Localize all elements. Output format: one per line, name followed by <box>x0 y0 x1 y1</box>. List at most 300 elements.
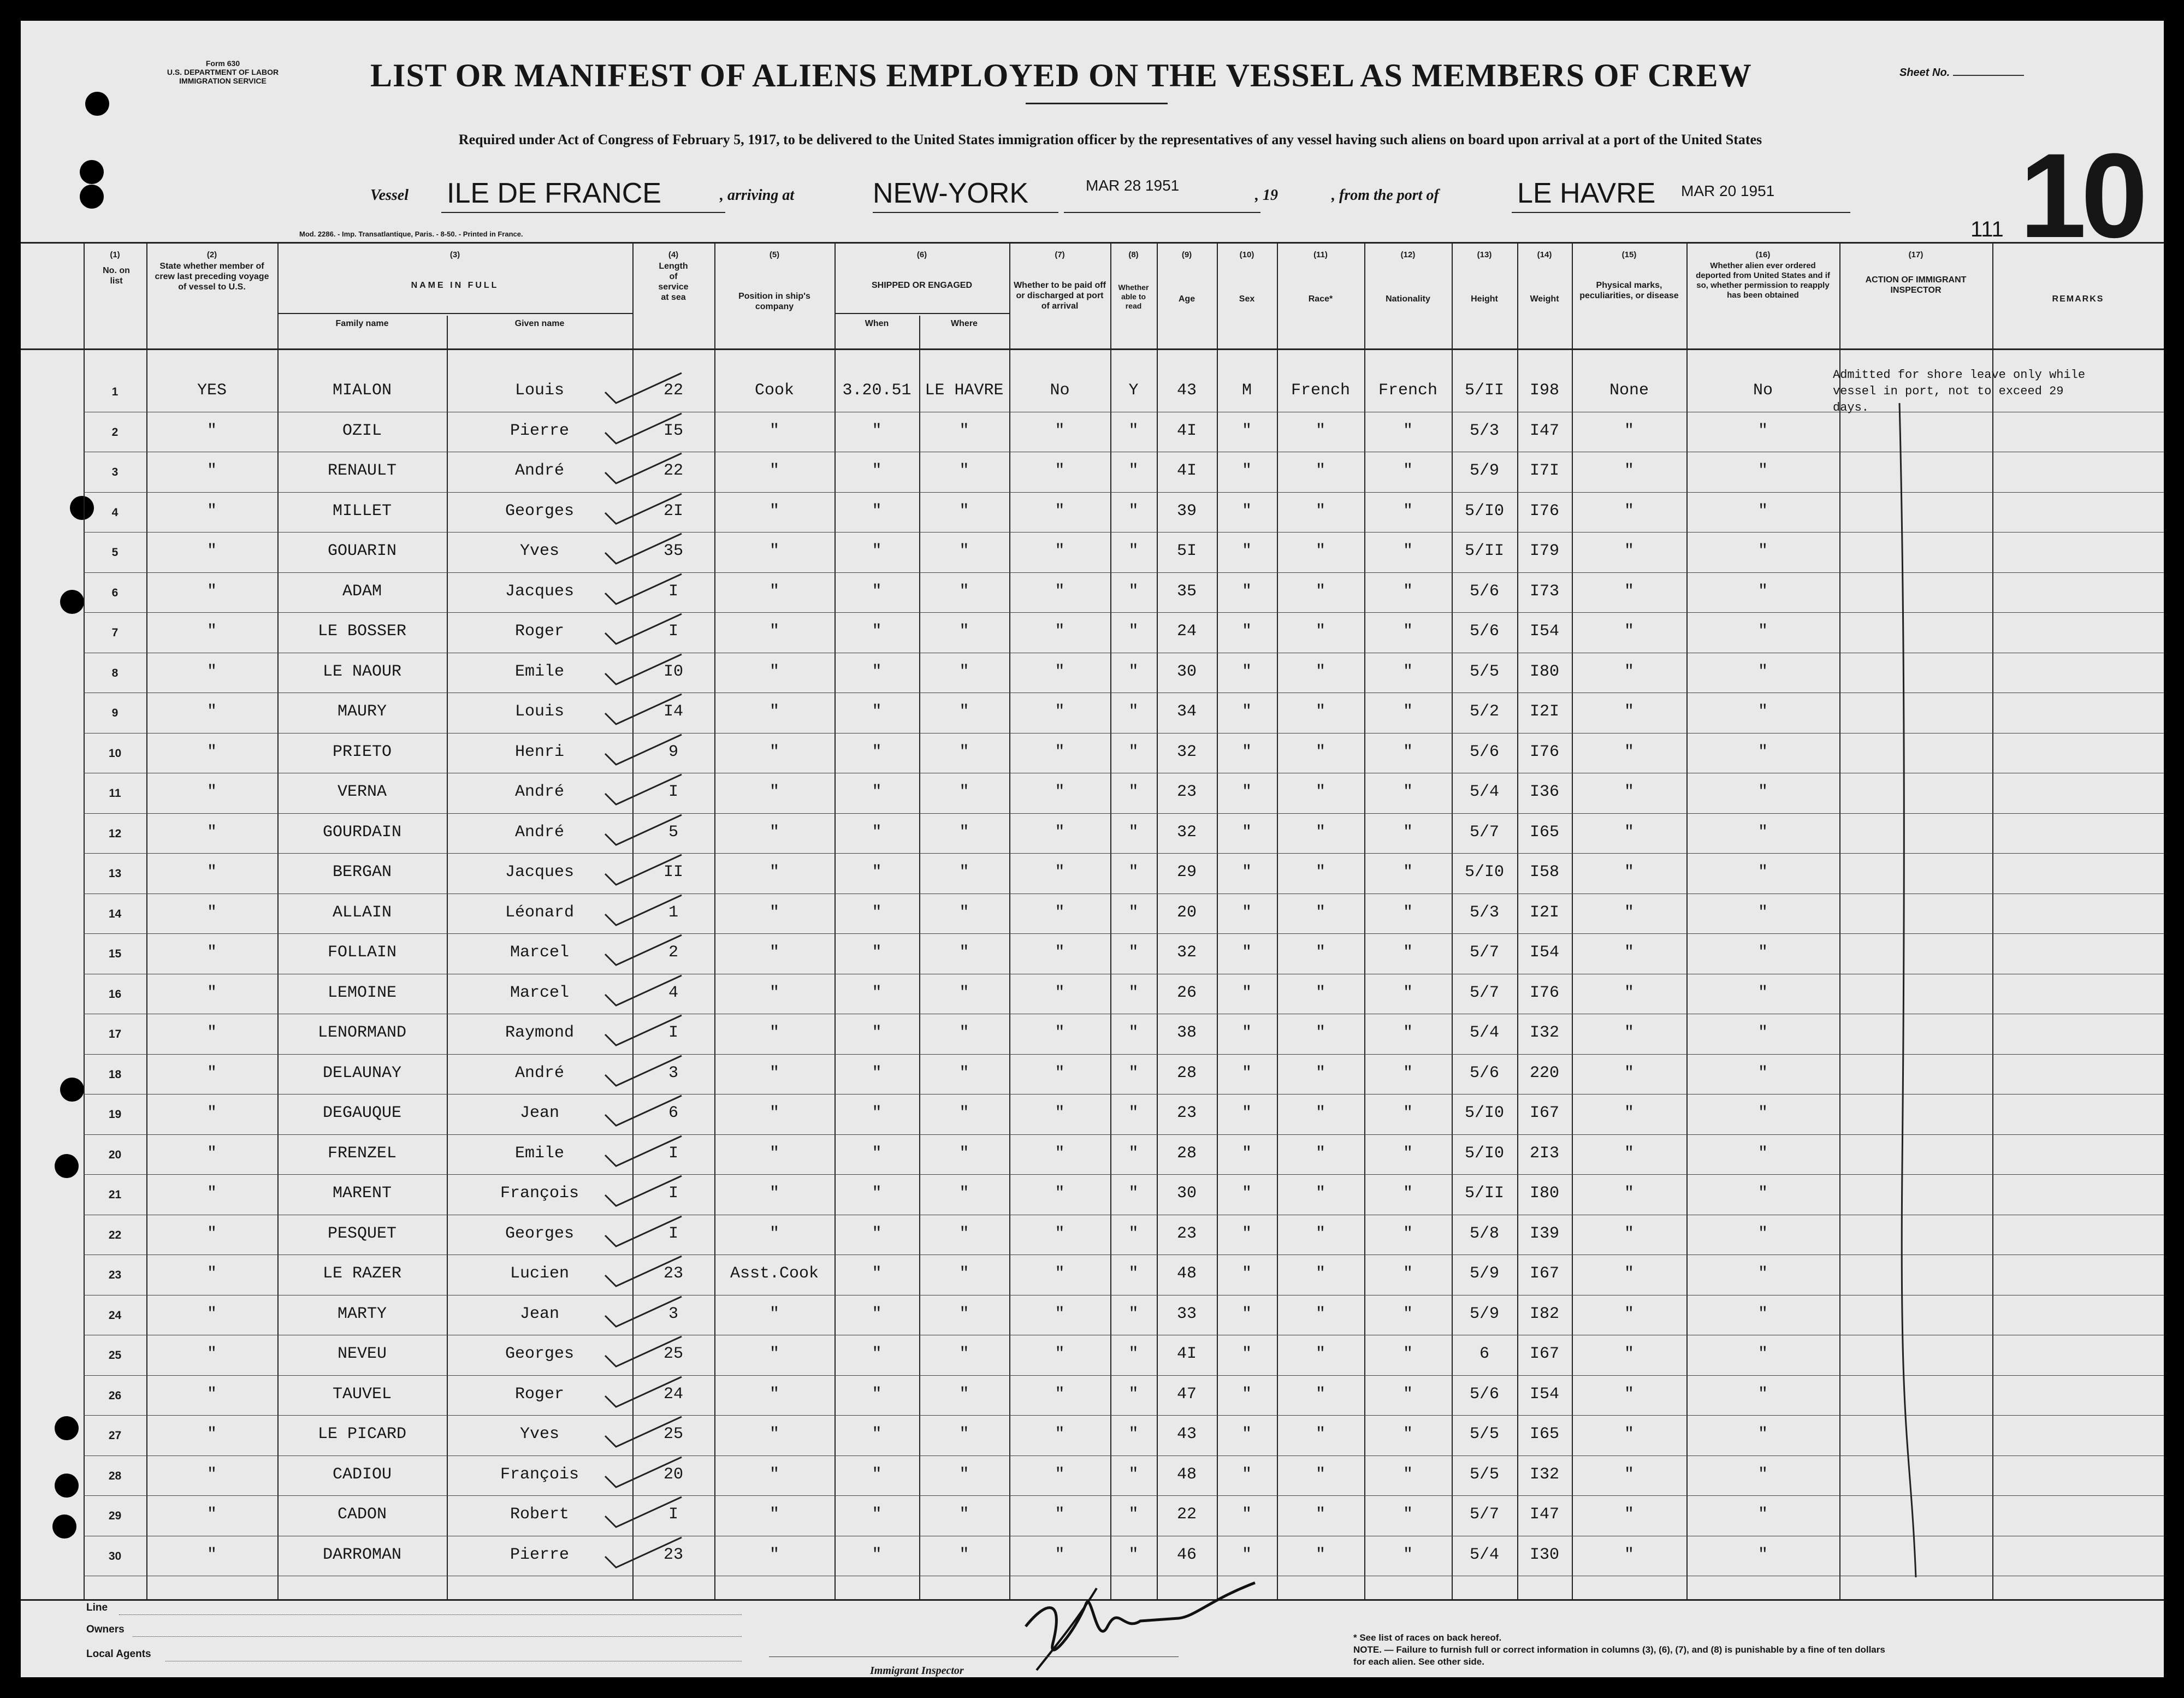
cell-read: " <box>1128 662 1139 681</box>
cell-when: " <box>872 542 882 560</box>
cell-service: I <box>668 1023 678 1042</box>
cell-family: VERNA <box>337 783 387 801</box>
col10-header: Sex <box>1239 294 1255 304</box>
cell-given: François <box>500 1184 579 1203</box>
cell-service: I <box>668 1505 678 1524</box>
check-mark <box>600 571 698 604</box>
cell-member: " <box>206 783 217 801</box>
row-number: 20 <box>108 1148 122 1161</box>
family-name-header: Family name <box>335 319 389 328</box>
cell-height: 5/6 <box>1469 1063 1499 1082</box>
cell-when: " <box>872 903 882 922</box>
cell-read: " <box>1128 1425 1139 1443</box>
cell-member: YES <box>197 381 227 400</box>
cell-given: André <box>514 783 564 801</box>
cell-service: 2 <box>668 943 678 962</box>
cell-when: " <box>872 1063 882 1082</box>
cell-deported: " <box>1757 582 1768 601</box>
cell-weight: I32 <box>1529 1023 1559 1042</box>
cell-paid: " <box>1055 582 1065 601</box>
cell-where: " <box>959 1224 969 1243</box>
cell-marks: " <box>1624 662 1634 681</box>
cell-when: " <box>872 1104 882 1122</box>
table-top-rule <box>21 242 2164 244</box>
cell-age: 46 <box>1176 1545 1197 1564</box>
cell-given: Marcel <box>510 983 570 1002</box>
check-mark <box>600 1294 698 1327</box>
row-number: 28 <box>108 1469 122 1482</box>
col13-header: Height <box>1471 294 1498 304</box>
cell-marks: " <box>1624 1385 1634 1404</box>
check-mark <box>600 1093 698 1126</box>
check-mark <box>600 1253 698 1286</box>
cell-deported: " <box>1757 1425 1768 1443</box>
cell-height: 5/5 <box>1469 1465 1499 1484</box>
check-mark <box>600 892 698 925</box>
cell-service: 22 <box>663 462 683 480</box>
row-rule <box>84 933 2164 934</box>
cell-deported: " <box>1757 702 1768 721</box>
cell-given: Raymond <box>505 1023 575 1042</box>
cell-family: RENAULT <box>327 462 397 480</box>
cell-weight: I32 <box>1529 1465 1559 1484</box>
cell-service: 23 <box>663 1545 683 1564</box>
cell-read: " <box>1128 1224 1139 1243</box>
owners-label: Owners <box>86 1624 125 1635</box>
cell-marks: " <box>1624 421 1634 440</box>
cell-read: " <box>1128 1104 1139 1122</box>
cell-member: " <box>206 903 217 922</box>
sheet-label: Sheet No. <box>1899 67 1950 79</box>
cell-member: " <box>206 823 217 842</box>
cell-paid: " <box>1055 542 1065 560</box>
cell-deported: " <box>1757 1505 1768 1524</box>
cell-given: Lucien <box>510 1264 570 1283</box>
cell-position: Cook <box>754 381 794 400</box>
cell-given: Louis <box>514 702 564 721</box>
cell-paid: " <box>1055 1505 1065 1524</box>
cell-sex: " <box>1241 1465 1252 1484</box>
cell-service: 23 <box>663 1264 683 1283</box>
form-info <box>157 59 288 85</box>
line-label: Line <box>86 1602 108 1613</box>
cell-service: 9 <box>668 742 678 761</box>
check-mark <box>600 1013 698 1045</box>
cell-service: 25 <box>663 1425 683 1443</box>
cell-read: " <box>1128 462 1139 480</box>
cell-read: " <box>1128 943 1139 962</box>
binder-hole <box>80 185 104 209</box>
cell-marks: " <box>1624 1224 1634 1243</box>
cell-deported: " <box>1757 1144 1768 1163</box>
year-label: , 19 <box>1255 187 1278 204</box>
cell-when: " <box>872 1465 882 1484</box>
cell-when: " <box>872 662 882 681</box>
cell-paid: " <box>1055 823 1065 842</box>
cell-weight: I47 <box>1529 421 1559 440</box>
row-rule <box>84 532 2164 533</box>
cell-position: Asst.Cook <box>730 1264 819 1283</box>
subheader-rule <box>277 313 632 314</box>
check-mark <box>600 451 698 483</box>
check-mark <box>600 411 698 443</box>
cell-where: " <box>959 1144 969 1163</box>
cell-weight: I54 <box>1529 943 1559 962</box>
col11-header: Race* <box>1308 294 1333 304</box>
inspector-remark: Admitted for shore leave only while vessel in port, not to exceed 29 days. <box>1833 368 2086 415</box>
cell-height: 5/I0 <box>1464 501 1504 520</box>
cell-sex: " <box>1241 742 1252 761</box>
cell-height: 5/6 <box>1469 622 1499 641</box>
cell-age: 28 <box>1176 1144 1197 1163</box>
cell-paid: " <box>1055 462 1065 480</box>
cell-sex: " <box>1241 1264 1252 1283</box>
cell-weight: I76 <box>1529 983 1559 1002</box>
given-name-header: Given name <box>514 319 565 328</box>
departure-date-stamp: MAR 20 1951 <box>1681 182 1775 199</box>
row-number: 5 <box>111 546 119 559</box>
check-mark <box>600 691 698 724</box>
row-rule <box>84 1174 2164 1175</box>
cell-given: Georges <box>505 1224 575 1243</box>
check-mark <box>600 531 698 564</box>
cell-weight: I2I <box>1529 903 1559 922</box>
cell-paid: " <box>1055 742 1065 761</box>
cell-paid: " <box>1055 662 1065 681</box>
cell-age: 23 <box>1176 783 1197 801</box>
cell-weight: I76 <box>1529 501 1559 520</box>
cell-read: " <box>1128 1023 1139 1042</box>
cell-nationality: " <box>1402 1385 1413 1404</box>
cell-given: André <box>514 823 564 842</box>
cell-sex: " <box>1241 1545 1252 1564</box>
local-agents-label: Local Agents <box>86 1648 151 1660</box>
cell-member: " <box>206 1023 217 1042</box>
cell-where: " <box>959 702 969 721</box>
check-mark <box>600 732 698 765</box>
cell-family: DARROMAN <box>322 1545 402 1564</box>
check-mark <box>600 1414 698 1447</box>
cell-when: " <box>872 622 882 641</box>
cell-nationality: " <box>1402 823 1413 842</box>
check-mark <box>600 1334 698 1366</box>
row-number: 19 <box>108 1108 122 1121</box>
cell-marks: " <box>1624 1063 1634 1082</box>
row-number: 26 <box>108 1389 122 1402</box>
cell-given: Pierre <box>510 421 570 440</box>
row-number: 4 <box>111 506 119 519</box>
row-number: 8 <box>111 666 119 679</box>
cell-race: French <box>1291 381 1351 400</box>
cell-read: " <box>1128 823 1139 842</box>
cell-service: 5 <box>668 823 678 842</box>
cell-member: " <box>206 1264 217 1283</box>
cell-race: " <box>1315 1465 1325 1484</box>
cell-age: 30 <box>1176 1184 1197 1203</box>
cell-position: " <box>769 1304 779 1323</box>
cell-read: " <box>1128 1063 1139 1082</box>
cell-member: " <box>206 622 217 641</box>
cell-read: " <box>1128 1264 1139 1283</box>
cell-family: OZIL <box>342 421 382 440</box>
cell-weight: I30 <box>1529 1545 1559 1564</box>
cell-sex: M <box>1241 381 1252 400</box>
check-mark <box>600 491 698 524</box>
row-number: 24 <box>108 1309 122 1322</box>
cell-height: 5/9 <box>1469 1264 1499 1283</box>
cell-member: " <box>206 1304 217 1323</box>
col17-number: (17) <box>1908 250 1923 259</box>
page-title: LIST OR MANIFEST OF ALIENS EMPLOYED ON THE VESSEL AS MEMBERS OF CREW <box>370 57 1752 93</box>
col8-number: (8) <box>1128 250 1139 259</box>
cell-member: " <box>206 1063 217 1082</box>
cell-height: 5/2 <box>1469 702 1499 721</box>
cell-read: " <box>1128 983 1139 1002</box>
cell-paid: " <box>1055 1545 1065 1564</box>
cell-marks: " <box>1624 943 1634 962</box>
cell-nationality: " <box>1402 1224 1413 1243</box>
cell-marks: " <box>1624 542 1634 560</box>
cell-age: 23 <box>1176 1104 1197 1122</box>
cell-nationality: " <box>1402 903 1413 922</box>
col2-header: State whether member of crew last preceding voyage of vessel to U.S. <box>155 262 269 292</box>
cell-service: I <box>668 1144 678 1163</box>
cell-when: " <box>872 1304 882 1323</box>
cell-age: 22 <box>1176 1505 1197 1524</box>
col9-header: Age <box>1178 294 1195 304</box>
binder-hole <box>52 1514 76 1539</box>
cell-paid: " <box>1055 702 1065 721</box>
binder-hole <box>55 1474 79 1498</box>
check-mark <box>600 1494 698 1527</box>
cell-age: 4I <box>1176 462 1197 480</box>
cell-race: " <box>1315 903 1325 922</box>
check-mark <box>600 973 698 1005</box>
vessel-underline <box>441 212 725 213</box>
cell-height: 5/3 <box>1469 421 1499 440</box>
cell-weight: I2I <box>1529 702 1559 721</box>
from-port: LE HAVRE <box>1517 178 1656 209</box>
cell-weight: I36 <box>1529 783 1559 801</box>
col2-number: (2) <box>206 250 217 259</box>
cell-race: " <box>1315 421 1325 440</box>
cell-race: " <box>1315 1345 1325 1363</box>
binder-hole <box>60 1078 84 1102</box>
cell-where: " <box>959 662 969 681</box>
cell-read: " <box>1128 1385 1139 1404</box>
row-number: 16 <box>108 987 122 1001</box>
cell-position: " <box>769 983 779 1002</box>
cell-nationality: " <box>1402 983 1413 1002</box>
cell-height: 5/II <box>1464 542 1504 560</box>
cell-race: " <box>1315 983 1325 1002</box>
cell-read: " <box>1128 501 1139 520</box>
stamp-number: 111 <box>1970 217 2004 241</box>
cell-given: André <box>514 462 564 480</box>
check-mark <box>600 772 698 804</box>
cell-race: " <box>1315 783 1325 801</box>
cell-service: I <box>668 622 678 641</box>
cell-family: CADIOU <box>332 1465 392 1484</box>
cell-race: " <box>1315 1425 1325 1443</box>
cell-where: " <box>959 1063 969 1082</box>
cell-family: ALLAIN <box>332 903 392 922</box>
row-number: 25 <box>108 1349 122 1362</box>
col14-number: (14) <box>1537 250 1552 259</box>
cell-read: " <box>1128 1304 1139 1323</box>
cell-race: " <box>1315 823 1325 842</box>
cell-deported: " <box>1757 501 1768 520</box>
cell-height: 5/II <box>1464 1184 1504 1203</box>
cell-position: " <box>769 783 779 801</box>
cell-deported: " <box>1757 1023 1768 1042</box>
cell-when: " <box>872 1425 882 1443</box>
cell-position: " <box>769 1425 779 1443</box>
vessel-name: ILE DE FRANCE <box>447 178 661 209</box>
cell-position: " <box>769 1505 779 1524</box>
cell-race: " <box>1315 462 1325 480</box>
cell-age: 32 <box>1176 742 1197 761</box>
cell-sex: " <box>1241 1385 1252 1404</box>
cell-where: " <box>959 1465 969 1484</box>
cell-deported: " <box>1757 1385 1768 1404</box>
cell-nationality: " <box>1402 501 1413 520</box>
cell-weight: I65 <box>1529 1425 1559 1443</box>
cell-sex: " <box>1241 783 1252 801</box>
col1-header: No. on list <box>103 266 130 286</box>
cell-where: " <box>959 582 969 601</box>
cell-member: " <box>206 983 217 1002</box>
cell-race: " <box>1315 622 1325 641</box>
cell-family: LE RAZER <box>322 1264 402 1283</box>
cell-marks: " <box>1624 1144 1634 1163</box>
cell-sex: " <box>1241 823 1252 842</box>
row-number: 14 <box>108 907 122 920</box>
note-label: NOTE. — <box>1353 1644 1394 1655</box>
cell-family: LE NAOUR <box>322 662 402 681</box>
cell-position: " <box>769 582 779 601</box>
cell-family: DELAUNAY <box>322 1063 402 1082</box>
cell-race: " <box>1315 1545 1325 1564</box>
cell-age: 35 <box>1176 582 1197 601</box>
cell-where: " <box>959 501 969 520</box>
cell-height: 5/5 <box>1469 662 1499 681</box>
cell-age: 34 <box>1176 702 1197 721</box>
row-number: 12 <box>108 827 122 840</box>
cell-age: 48 <box>1176 1465 1197 1484</box>
col1-number: (1) <box>110 250 120 259</box>
cell-deported: " <box>1757 1264 1768 1283</box>
check-mark <box>600 1535 698 1567</box>
cell-family: MARENT <box>332 1184 392 1203</box>
cell-sex: " <box>1241 582 1252 601</box>
inspector-label: Immigrant Inspector <box>870 1665 964 1677</box>
cell-member: " <box>206 462 217 480</box>
cell-read: " <box>1128 1184 1139 1203</box>
row-number: 11 <box>109 787 121 800</box>
cell-family: DEGAUQUE <box>322 1104 402 1122</box>
col6-header: SHIPPED OR ENGAGED <box>871 281 973 290</box>
cell-member: " <box>206 1505 217 1524</box>
col3-number: (3) <box>449 250 460 259</box>
col11-number: (11) <box>1313 250 1328 259</box>
cell-deported: " <box>1757 1063 1768 1082</box>
form-department: U.S. DEPARTMENT OF LABOR <box>167 68 279 76</box>
cell-deported: " <box>1757 903 1768 922</box>
cell-weight: I79 <box>1529 542 1559 560</box>
col10-number: (10) <box>1239 250 1254 259</box>
cell-weight: I47 <box>1529 1505 1559 1524</box>
cell-deported: " <box>1757 1184 1768 1203</box>
cell-where: " <box>959 983 969 1002</box>
cell-service: 24 <box>663 1385 683 1404</box>
col9-number: (9) <box>1181 250 1192 259</box>
row-rule <box>84 572 2164 573</box>
cell-marks: " <box>1624 783 1634 801</box>
cell-when: " <box>872 1224 882 1243</box>
col15-number: (15) <box>1621 250 1637 259</box>
cell-nationality: " <box>1402 1184 1413 1203</box>
cell-height: 5/3 <box>1469 903 1499 922</box>
inspector-signature <box>1015 1566 1266 1676</box>
cell-service: 6 <box>668 1104 678 1122</box>
cell-height: 5/I0 <box>1464 863 1504 881</box>
col5-number: (5) <box>769 250 780 259</box>
cell-paid: " <box>1055 1465 1065 1484</box>
cell-family: MIALON <box>332 381 392 400</box>
cell-nationality: " <box>1402 1545 1413 1564</box>
row-number: 17 <box>108 1028 122 1040</box>
cell-family: ADAM <box>342 582 382 601</box>
cell-where: " <box>959 1184 969 1203</box>
cell-sex: " <box>1241 1505 1252 1524</box>
cell-nationality: " <box>1402 1063 1413 1082</box>
cell-family: TAUVEL <box>332 1385 392 1404</box>
cell-sex: " <box>1241 903 1252 922</box>
cell-family: FOLLAIN <box>327 943 397 962</box>
cell-member: " <box>206 542 217 560</box>
col8-header: Whether able to read <box>1118 283 1149 310</box>
cell-given: Yves <box>519 1425 559 1443</box>
cell-family: NEVEU <box>337 1345 387 1363</box>
owners-blank <box>133 1636 742 1637</box>
cell-when: " <box>872 1264 882 1283</box>
title-underline <box>1026 103 1168 104</box>
cell-position: " <box>769 462 779 480</box>
cell-given: Emile <box>514 662 564 681</box>
cell-race: " <box>1315 943 1325 962</box>
cell-given: Jacques <box>505 863 575 881</box>
cell-paid: " <box>1055 421 1065 440</box>
cell-weight: I67 <box>1529 1264 1559 1283</box>
cell-when: " <box>872 582 882 601</box>
cell-paid: " <box>1055 1184 1065 1203</box>
cell-paid: " <box>1055 903 1065 922</box>
cell-position: " <box>769 903 779 922</box>
cell-age: 20 <box>1176 903 1197 922</box>
cell-deported: " <box>1757 1345 1768 1363</box>
cell-read: " <box>1128 863 1139 881</box>
cell-family: MILLET <box>332 501 392 520</box>
cell-deported: " <box>1757 943 1768 962</box>
cell-sex: " <box>1241 1144 1252 1163</box>
cell-weight: I7I <box>1529 462 1559 480</box>
cell-weight: I54 <box>1529 622 1559 641</box>
cell-position: " <box>769 1345 779 1363</box>
cell-race: " <box>1315 1144 1325 1163</box>
col12-number: (12) <box>1400 250 1416 259</box>
cell-sex: " <box>1241 1345 1252 1363</box>
